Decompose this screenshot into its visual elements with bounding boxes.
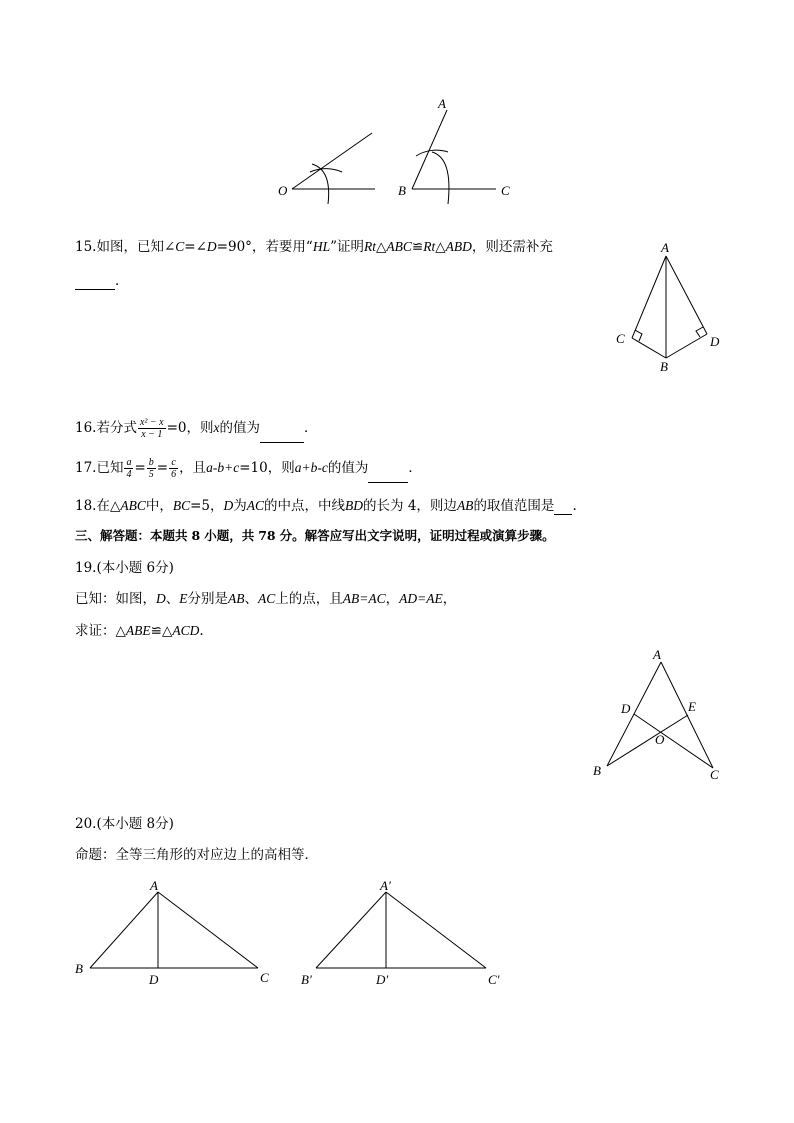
q19-figure: [585, 642, 730, 787]
q20-label-D-prime: D′: [376, 972, 389, 987]
q15-figure: [610, 238, 730, 378]
q20-label-B-prime: B′: [301, 972, 312, 987]
q19-label-O: O: [655, 732, 665, 747]
q20-label-A-prime: A′: [380, 878, 391, 893]
question-19-given: 已知：如图，D、E分别是AB、AC上的点，且AB=AC，AD=AE，: [75, 591, 457, 607]
section-3-header: 三、解答题：本题共 8 小题，共 78 分。解答应写出文字说明，证明过程或演算步骤。: [75, 528, 555, 543]
label-C: C: [501, 183, 510, 198]
fraction-16: $\frac{\text{x² − x}}{x - 1}$: [139, 417, 164, 440]
q20-triangle-1: [70, 876, 290, 991]
q20-label-C-prime: C′: [488, 972, 500, 987]
question-18: 18.在△ABC中，BC=5，D为AC的中点，中线BD的长为 4，则边AB的取值范围是 .: [75, 498, 577, 514]
q15-label-C: C: [616, 331, 625, 346]
answer-blank-15[interactable]: [75, 275, 115, 290]
label-O: O: [278, 183, 288, 198]
q19-label-D: D: [621, 701, 631, 716]
answer-blank-18[interactable]: [554, 500, 572, 515]
question-15: 15.如图，已知∠C=∠D=90°，若要用“HL”证明Rt△ABC≌Rt△ABD，则还需补充: [75, 239, 553, 255]
q19-label-C: C: [710, 767, 719, 782]
answer-blank-16[interactable]: [260, 422, 304, 443]
q15-label-B: B: [660, 359, 668, 374]
question-15-answer-line: ．: [75, 272, 129, 290]
question-17: 17.已知 $\frac{a}{4}$ = $\frac{b}{5}$ = $\frac{c}{6}$ ，且a-b+c=10，则a+b-c的值为 ．: [75, 453, 422, 483]
q19-label-A: A: [653, 647, 661, 662]
question-20-heading: 20.(本小题 8分): [75, 816, 174, 832]
q20-label-A: A: [150, 878, 158, 893]
q20-triangle-2: [296, 876, 526, 991]
q20-label-B: B: [75, 961, 83, 976]
q15-label-A: A: [661, 240, 669, 255]
q20-label-C: C: [260, 970, 269, 985]
q19-label-B: B: [593, 763, 601, 778]
answer-blank-17[interactable]: [368, 462, 408, 483]
question-16: 16.若分式 $\frac{\text{x² − x}}{x - 1}$ =0，则x的值为 ．: [75, 413, 318, 443]
q19-label-E: E: [688, 699, 696, 714]
q15-label-D: D: [710, 334, 720, 349]
label-B: B: [398, 183, 406, 198]
question-20-proposition: 命题：全等三角形的对应边上的高相等．: [75, 847, 318, 863]
angle-construction-figure: [270, 92, 530, 207]
label-A: A: [438, 96, 446, 111]
question-19-heading: 19.(本小题 6分): [75, 560, 174, 576]
question-19-prove: 求证：△ABE≌△ACD.: [75, 623, 204, 639]
q20-label-D: D: [149, 972, 159, 987]
